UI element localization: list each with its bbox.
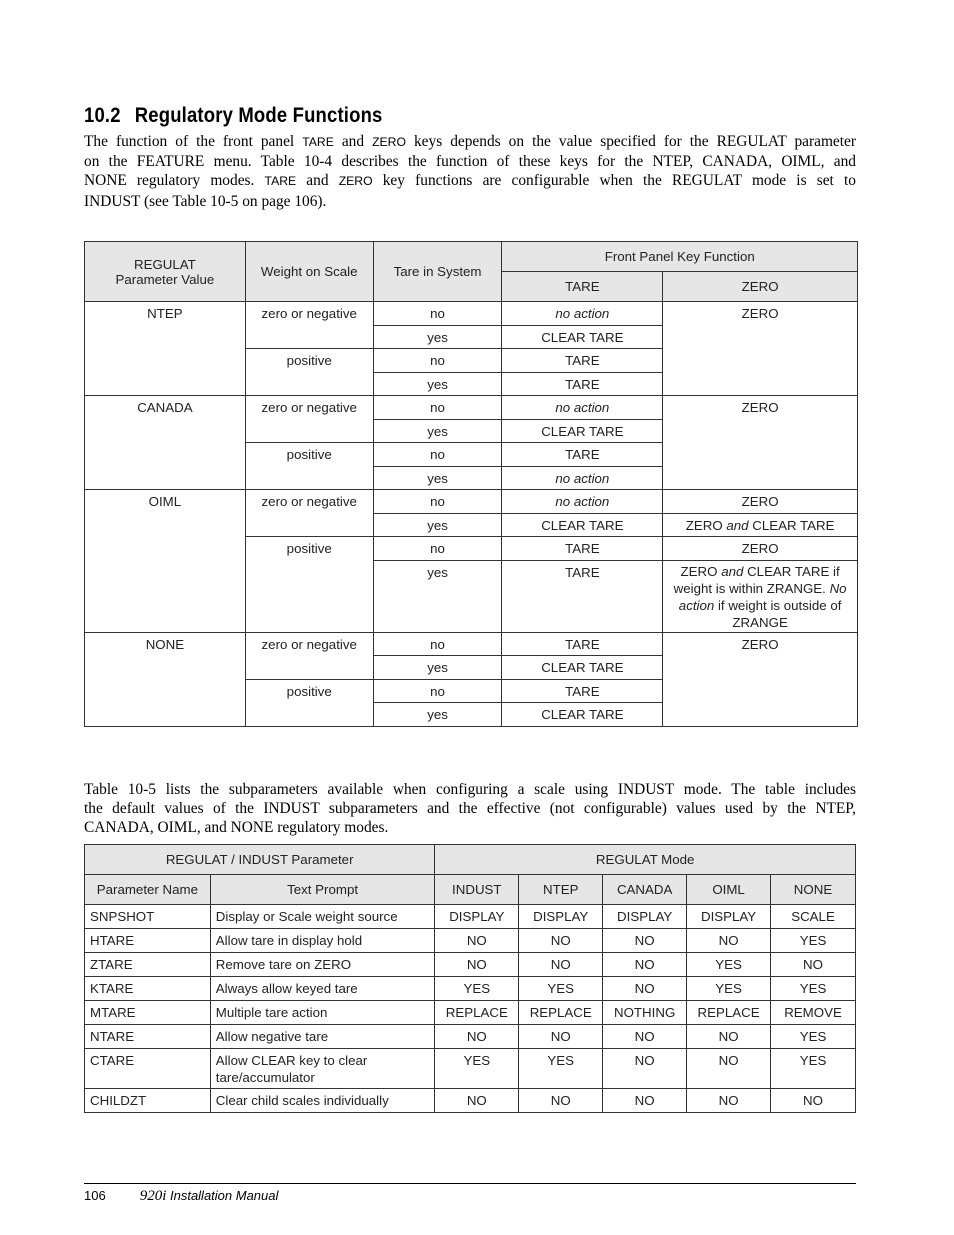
param-name-cell: KTARE [85, 977, 211, 1001]
mode-value-cell: YES [771, 1025, 856, 1049]
tare-system-cell: no [373, 679, 502, 703]
mode-value-cell: NOTHING [603, 1001, 687, 1025]
mode-value-cell: REPLACE [687, 1001, 771, 1025]
mode-value-cell: YES [771, 1049, 856, 1089]
mode-value-cell: REMOVE [771, 1001, 856, 1025]
zero-function-cell: ZERO [663, 632, 858, 726]
tare-key-label: TARE [302, 135, 334, 149]
param-name-cell: MTARE [85, 1001, 211, 1025]
col-header-front-panel: Front Panel Key Function [502, 242, 858, 272]
indust-subparameter-table [84, 844, 856, 1113]
tare-function-cell: CLEAR TARE [502, 325, 663, 349]
tare-key-label: TARE [264, 174, 297, 189]
intro-text: NONE regulatory modes. [84, 172, 265, 190]
clear-tare-text: CLEAR TARE [748, 517, 835, 533]
weight-cell: positive [245, 349, 373, 396]
weight-cell: zero or negative [245, 302, 373, 349]
column-header: NTEP [519, 875, 603, 905]
mode-value-cell: NO [435, 1025, 519, 1049]
zero-key-label: ZERO [338, 174, 373, 189]
tare-system-cell: no [373, 349, 502, 373]
weight-cell: positive [245, 679, 373, 726]
text-prompt-cell: Clear child scales individually [210, 1089, 435, 1113]
tare-function-cell: TARE [502, 372, 663, 396]
zero-function-cell [663, 560, 858, 632]
weight-cell: zero or negative [245, 632, 373, 679]
intro-line-4: INDUST (see Table 10-5 on page 106). [84, 192, 327, 210]
mode-value-cell: NO [603, 1025, 687, 1049]
mode-cell: OIML [85, 490, 246, 633]
subparameter-paragraph [84, 780, 856, 838]
tare-system-cell: yes [373, 560, 502, 632]
and-text: and [721, 563, 744, 579]
intro-text: keys depends on the value specified for the REGULAT parameter [405, 133, 856, 150]
zero-function-cell: ZERO [663, 490, 858, 514]
section-heading [84, 104, 382, 128]
text-prompt-cell: Multiple tare action [210, 1001, 435, 1025]
column-header-row [85, 875, 856, 905]
column-header: OIML [687, 875, 771, 905]
param-name-cell: CTARE [85, 1049, 211, 1089]
tare-system-cell: no [373, 537, 502, 561]
mode-value-cell: NO [687, 1025, 771, 1049]
tare-system-cell: yes [373, 325, 502, 349]
intro-line-2: on the FEATURE menu. Table 10-4 describes the function of these keys for the NTEP, CANADA, OIML, and [84, 153, 856, 171]
tare-function-cell: CLEAR TARE [502, 419, 663, 443]
mode-value-cell: NO [603, 977, 687, 1001]
section-number: 10.2 [84, 104, 121, 127]
col-header-tare-system: Tare in System [373, 242, 502, 302]
mode-value-cell: NO [603, 929, 687, 953]
text-prompt-cell: Allow CLEAR key to clear tare/accumulator [210, 1049, 435, 1089]
condition-text: if weight is outside of ZRANGE [714, 597, 842, 630]
column-header: INDUST [435, 875, 519, 905]
tare-system-cell: no [373, 443, 502, 467]
no-action-text: no action [555, 494, 610, 509]
tare-function-cell: CLEAR TARE [502, 703, 663, 727]
tare-function-cell [502, 466, 663, 490]
no-action-text: No action [678, 580, 847, 613]
tare-system-cell: no [373, 302, 502, 326]
mode-value-cell: NO [687, 1049, 771, 1089]
regulatory-key-function-table [84, 241, 858, 727]
model-name: 920i [139, 1188, 167, 1204]
group-header-mode: REGULAT Mode [435, 845, 856, 875]
text-prompt-cell: Allow tare in display hold [210, 929, 435, 953]
header-text: Parameter Value [115, 271, 215, 287]
zero-function-cell: ZERO [663, 537, 858, 561]
tare-function-cell [502, 396, 663, 420]
mode-value-cell: YES [687, 977, 771, 1001]
mode-value-cell: YES [519, 1049, 603, 1089]
weight-cell: zero or negative [245, 396, 373, 443]
mode-value-cell: NO [771, 953, 856, 977]
weight-cell: zero or negative [245, 490, 373, 537]
mode-value-cell: YES [687, 953, 771, 977]
tare-function-cell: TARE [502, 349, 663, 373]
tare-function-cell: TARE [502, 443, 663, 467]
section-title: Regulatory Mode Functions [134, 104, 383, 127]
tare-system-cell: yes [373, 372, 502, 396]
mode-value-cell: NO [519, 953, 603, 977]
table-row [85, 1049, 856, 1089]
mode-value-cell: NO [687, 929, 771, 953]
mode-cell: NONE [85, 632, 246, 726]
text-prompt-cell: Always allow keyed tare [210, 977, 435, 1001]
col-header-tare: TARE [502, 272, 663, 302]
intro-text: key functions are configurable when the REGULAT mode is set to [372, 172, 856, 190]
intro-line-3 [84, 171, 856, 191]
table-row [85, 905, 856, 929]
tare-system-cell: yes [373, 419, 502, 443]
intro-line-1 [84, 132, 856, 152]
tare-function-cell: TARE [502, 537, 663, 561]
mode-value-cell: NO [435, 1089, 519, 1113]
mode-value-cell: YES [771, 929, 856, 953]
col-header-zero: ZERO [663, 272, 858, 302]
param-name-cell: SNPSHOT [85, 905, 211, 929]
no-action-text: no action [555, 306, 610, 321]
mode-value-cell: NO [519, 1025, 603, 1049]
page-number: 106 [84, 1188, 106, 1203]
text-prompt-cell: Allow negative tare [210, 1025, 435, 1049]
mode-value-cell: YES [435, 1049, 519, 1089]
mode-value-cell: NO [771, 1089, 856, 1113]
zero-function-cell: ZERO [663, 396, 858, 490]
para2-line-3: CANADA, OIML, and NONE regulatory modes. [84, 819, 389, 837]
tare-system-cell: yes [373, 703, 502, 727]
table-row [85, 977, 856, 1001]
col-header-regulat [85, 242, 246, 302]
col-header-weight: Weight on Scale [245, 242, 373, 302]
zero-text: ZERO [685, 517, 723, 533]
tare-system-cell: yes [373, 656, 502, 680]
param-name-cell: NTARE [85, 1025, 211, 1049]
param-name-cell: ZTARE [85, 953, 211, 977]
column-header: NONE [771, 875, 856, 905]
zero-text: ZERO [680, 563, 718, 579]
mode-value-cell: NO [435, 953, 519, 977]
intro-paragraph [84, 132, 856, 211]
footer-rule [84, 1183, 856, 1184]
header-text: REGULAT [133, 256, 196, 272]
table-row [85, 1001, 856, 1025]
tare-function-cell [502, 490, 663, 514]
zero-function-cell [663, 513, 858, 537]
text-prompt-cell: Remove tare on ZERO [210, 953, 435, 977]
mode-value-cell: YES [519, 977, 603, 1001]
no-action-text: no action [555, 400, 610, 415]
mode-cell: CANADA [85, 396, 246, 490]
param-name-cell: HTARE [85, 929, 211, 953]
manual-title: Installation Manual [166, 1188, 279, 1203]
table-row [85, 1089, 856, 1113]
intro-text: and [296, 172, 339, 190]
intro-text: and [333, 133, 373, 150]
mode-value-cell: NO [603, 1049, 687, 1089]
weight-cell: positive [245, 443, 373, 490]
mode-value-cell: NO [519, 1089, 603, 1113]
mode-value-cell: REPLACE [435, 1001, 519, 1025]
intro-text: The function of the front panel [84, 133, 303, 150]
tare-function-cell: TARE [502, 679, 663, 703]
mode-value-cell: NO [603, 953, 687, 977]
mode-value-cell: DISPLAY [687, 905, 771, 929]
text-prompt-cell: Display or Scale weight source [210, 905, 435, 929]
zero-key-label: ZERO [372, 135, 406, 149]
tare-system-cell: yes [373, 513, 502, 537]
page-footer [84, 1188, 278, 1205]
tare-function-cell [502, 302, 663, 326]
mode-cell: NTEP [85, 302, 246, 396]
mode-value-cell: YES [771, 977, 856, 1001]
column-header: CANADA [603, 875, 687, 905]
column-header: Parameter Name [85, 875, 211, 905]
tare-function-cell: TARE [502, 632, 663, 656]
and-text: and [726, 517, 749, 533]
tare-function-cell: TARE [502, 560, 663, 632]
mode-value-cell: DISPLAY [603, 905, 687, 929]
condition-text: CLEAR TARE if weight is within ZRANGE. [673, 563, 840, 596]
zero-function-cell: ZERO [663, 302, 858, 396]
mode-value-cell: NO [603, 1089, 687, 1113]
group-header-parameter: REGULAT / INDUST Parameter [85, 845, 435, 875]
mode-value-cell: NO [435, 929, 519, 953]
table-row [85, 929, 856, 953]
tare-system-cell: yes [373, 466, 502, 490]
mode-value-cell: YES [435, 977, 519, 1001]
mode-value-cell: NO [687, 1089, 771, 1113]
tare-system-cell: no [373, 396, 502, 420]
table-body [85, 905, 856, 1113]
mode-value-cell: NO [519, 929, 603, 953]
mode-value-cell: SCALE [771, 905, 856, 929]
mode-value-cell: DISPLAY [519, 905, 603, 929]
para2-line-1: Table 10-5 lists the subparameters available when configuring a scale using INDUST mode. The table includes [84, 781, 856, 798]
column-header: Text Prompt [210, 875, 435, 905]
mode-value-cell: DISPLAY [435, 905, 519, 929]
para2-line-2: the default values of the INDUST subparameters and the effective (not configurable) values used by the NTEP, [84, 800, 856, 818]
mode-value-cell: REPLACE [519, 1001, 603, 1025]
tare-system-cell: no [373, 490, 502, 514]
table-row [85, 1025, 856, 1049]
tare-function-cell: CLEAR TARE [502, 656, 663, 680]
tare-function-cell: CLEAR TARE [502, 513, 663, 537]
param-name-cell: CHILDZT [85, 1089, 211, 1113]
weight-cell: positive [245, 537, 373, 633]
table-row [85, 953, 856, 977]
no-action-text: no action [555, 470, 610, 486]
tare-system-cell: no [373, 632, 502, 656]
